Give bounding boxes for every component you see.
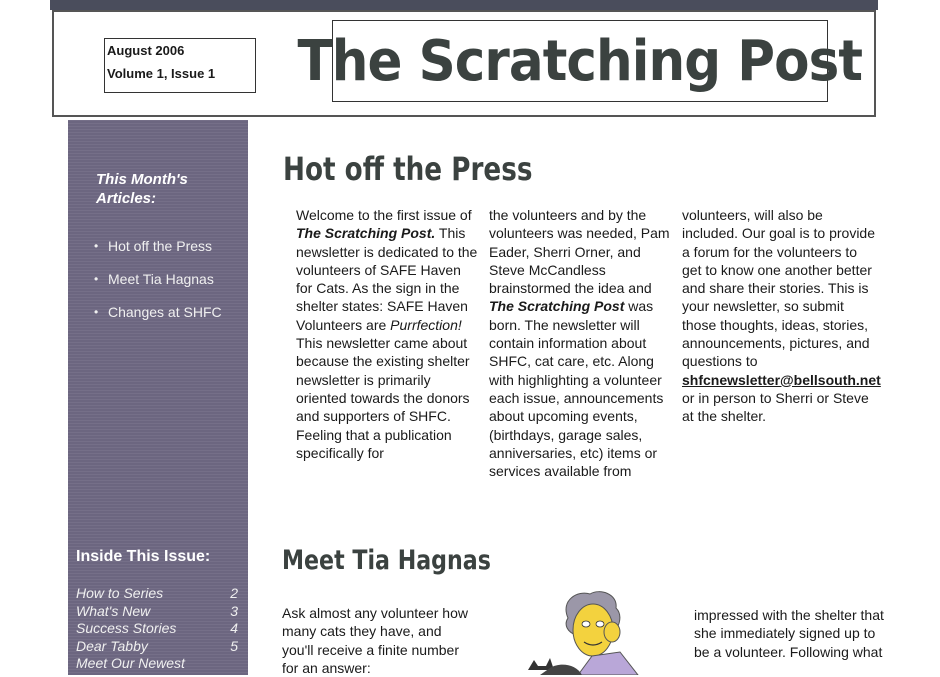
toc-row [76, 620, 238, 638]
cartoon-cat-lady-image [520, 590, 680, 675]
toc-page: 2 [230, 585, 238, 601]
article1-col2-text-2: was born. The newsletter will contain information about SHFC, cat care, etc. Along with highlighting a volunteer each issue, announcements about upcoming events, (birthdays, garage sales, anniversaries, etc) items or services available from [489, 298, 664, 480]
article1-col1-text-1: Welcome to the first issue of [296, 207, 472, 223]
article1-col1-text-2: This newsletter is dedicated to the volunteers of SAFE Haven for Cats. As the sign in the shelter states: SAFE Haven Volunteers are [296, 225, 478, 333]
article1-col1-text-3: This newsletter came about because the existing shelter newsletter is primarily oriented towards the donors and supporters of SHFC. Feeling that a publication specifically for [296, 335, 470, 461]
sidebar-article-item: • Changes at SHFC [94, 304, 238, 321]
table-of-contents [76, 585, 238, 673]
sidebar-article-list [94, 238, 238, 337]
toc-page: 5 [230, 637, 238, 654]
toc-label: What's New [76, 602, 151, 619]
top-bar [50, 0, 878, 10]
newsletter-title: The Scratching Post [297, 28, 863, 94]
toc-row [76, 585, 238, 603]
issue-info-box [104, 38, 256, 93]
toc-row [76, 603, 238, 621]
toc-page: 3 [230, 602, 238, 619]
purrfection-text: Purrfection! [390, 316, 462, 333]
article-headline-meet-tia: Meet Tia Hagnas [282, 545, 491, 576]
article1-column-3 [682, 206, 881, 426]
article2-column-2: impressed with the shelter that she immediately signed up to be a volunteer. Following what [694, 607, 884, 660]
publication-name: The Scratching Post [489, 298, 625, 315]
issue-date: August 2006 [107, 43, 185, 58]
toc-row [76, 655, 238, 673]
article2-column-1: Ask almost any volunteer how many cats they have, and you'll receive a finite number for an answer: [282, 605, 468, 676]
article1-column-1 [296, 206, 481, 462]
sidebar-article-item: • Meet Tia Hagnas [94, 271, 238, 288]
article-headline-hot-off-press: Hot off the Press [283, 150, 533, 188]
article1-col3-text-1: volunteers, will also be included. Our goal is to provide a forum for the volunteers to get to know one another better and share their stories. This is your newsletter, so submit those thoughts, ideas, stories, announcements, pictures, and questions to [682, 207, 875, 370]
article1-column-2 [489, 206, 674, 480]
article1-col3-text-2: or in person to Sherri or Steve at the shelter. [682, 389, 869, 425]
toc-page: 4 [230, 620, 238, 636]
newsletter-title-box [297, 20, 863, 102]
sidebar-article-item: • Hot off the Press [94, 238, 238, 255]
article1-col2-text-1: the volunteers and by the volunteers was needed, Pam Eader, Sherri Orner, and Steve McCandless brainstormed the idea and [489, 207, 670, 297]
toc-label: Dear Tabby [76, 637, 148, 654]
inside-issue-title: Inside This Issue: [76, 548, 211, 565]
publication-name: The Scratching Post. [296, 225, 436, 242]
email-link[interactable]: shfcnewsletter@bellsouth.net [682, 371, 881, 388]
issue-volume: Volume 1, Issue 1 [107, 66, 216, 81]
toc-row [76, 638, 238, 656]
toc-label: How to Series [76, 585, 164, 601]
toc-label: Success Stories [76, 620, 177, 636]
sidebar-heading: This Month's Articles: [96, 171, 188, 207]
toc-label: Meet Our Newest [76, 655, 185, 671]
